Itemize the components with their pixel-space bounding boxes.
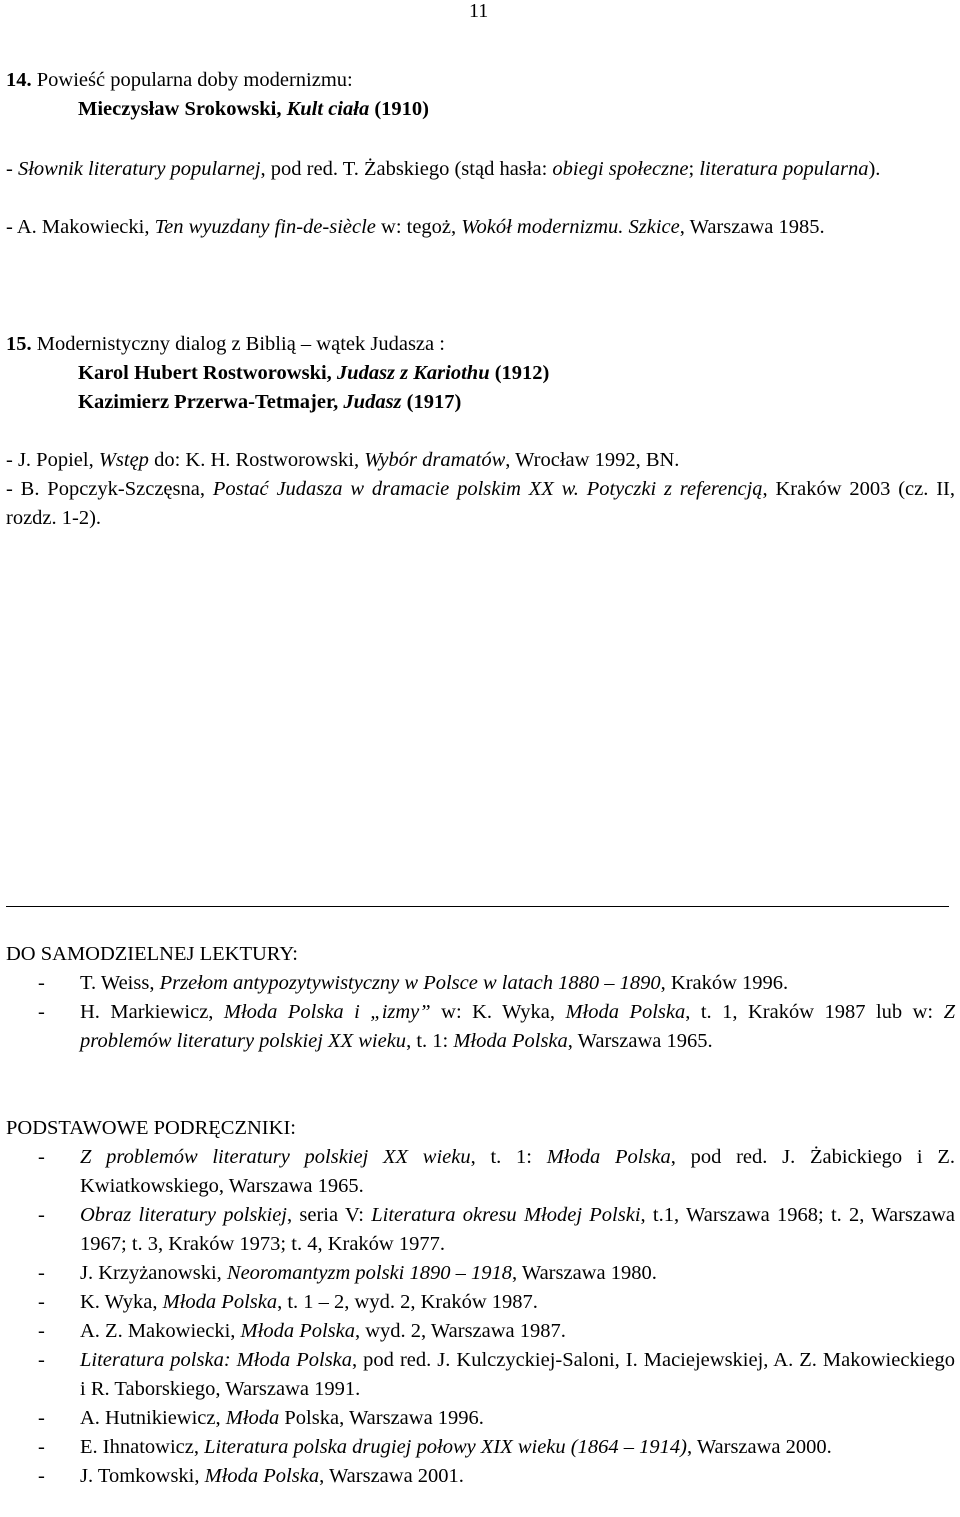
divider-rule bbox=[6, 906, 949, 907]
section-15-work-2: Kazimierz Przerwa-Tetmajer, Judasz (1917) bbox=[78, 391, 462, 413]
section-14-work-title: Kult ciała bbox=[286, 98, 370, 120]
section-14-work bbox=[6, 95, 955, 124]
section-14-number: 14. bbox=[6, 69, 32, 91]
list-item: - Obraz literatury polskiej, seria V: Literatura okresu Młodej Polski, t.1, Warszawa 1968; t. 2, Warszawa 1967; t. 3, Kraków 1973; t. 4, Kraków 1977. bbox=[38, 1204, 956, 1255]
textbooks-heading: PODSTAWOWE PODRĘCZNIKI: bbox=[6, 1117, 296, 1139]
section-15-bibliography-2: - B. Popczyk-Szczęsna, Postać Judasza w dramacie polskim XX w. Potyczki z referencją, Kraków 2003 (cz. II, rozdz. 1-2). bbox=[6, 478, 955, 529]
section-14 bbox=[6, 66, 955, 124]
section-14-bibliography-2: - A. Makowiecki, Ten wyuzdany fin-de-siècle w: tegoż, Wokół modernizmu. Szkice, Warszawa 1985. bbox=[6, 216, 825, 238]
section-15-heading bbox=[6, 330, 955, 359]
list-item: - J. Krzyżanowski, Neoromantyzm polski 1890 – 1918, Warszawa 1980. bbox=[38, 1262, 657, 1284]
section-14-bibliography-1: - Słownik literatury popularnej, pod red. T. Żabskiego (stąd hasła: obiegi społeczne; literatura popularna). bbox=[6, 158, 881, 180]
section-14-work-year: (1910) bbox=[374, 98, 429, 120]
list-item: - T. Weiss, Przełom antypozytywistyczny w Polsce w latach 1880 – 1890, Kraków 1996. bbox=[38, 972, 789, 994]
list-item: - A. Z. Makowiecki, Młoda Polska, wyd. 2, Warszawa 1987. bbox=[38, 1320, 566, 1342]
section-15 bbox=[6, 330, 955, 417]
list-item: - Z problemów literatury polskiej XX wieku, t. 1: Młoda Polska, pod red. J. Żabickiego i Z. Kwiatkowskiego, Warszawa 1965. bbox=[38, 1146, 955, 1197]
list-item: - J. Tomkowski, Młoda Polska, Warszawa 2001. bbox=[38, 1465, 464, 1487]
section-15-number: 15. bbox=[6, 333, 32, 355]
list-item: - K. Wyka, Młoda Polska, t. 1 – 2, wyd. 2, Kraków 1987. bbox=[38, 1291, 538, 1313]
section-15-work-1: Karol Hubert Rostworowski, Judasz z Kariothu (1912) bbox=[78, 362, 550, 384]
section-14-work-author: Mieczysław Srokowski, bbox=[78, 98, 282, 120]
list-item: - Literatura polska: Młoda Polska, pod red. J. Kulczyckiej-Saloni, I. Maciejewskiej, A. Z. Makowieckiego i R. Taborskiego, Warszawa 1991. bbox=[38, 1349, 955, 1400]
section-15-bibliography-1: - J. Popiel, Wstęp do: K. H. Rostworowski, Wybór dramatów, Wrocław 1992, BN. bbox=[6, 449, 680, 471]
list-item: - A. Hutnikiewicz, Młoda Polska, Warszawa 1996. bbox=[38, 1407, 484, 1429]
page-number: 11 bbox=[469, 0, 489, 22]
self-study-list bbox=[6, 969, 955, 1056]
list-item: - E. Ihnatowicz, Literatura polska drugiej połowy XIX wieku (1864 – 1914), Warszawa 2000. bbox=[38, 1436, 832, 1458]
section-15-title: Modernistyczny dialog z Biblią – wątek Judasza : bbox=[36, 333, 445, 355]
section-14-title: Powieść popularna doby modernizmu: bbox=[36, 69, 353, 91]
section-14-heading bbox=[6, 66, 955, 95]
list-item: - H. Markiewicz, Młoda Polska i „izmy” w: K. Wyka, Młoda Polska, t. 1, Kraków 1987 lub w: Z problemów literatury polskiej XX wieku, t. 1: Młoda Polska, Warszawa 1965. bbox=[38, 1001, 955, 1052]
textbooks-list bbox=[6, 1143, 955, 1491]
self-study-heading: DO SAMODZIELNEJ LEKTURY: bbox=[6, 943, 298, 965]
